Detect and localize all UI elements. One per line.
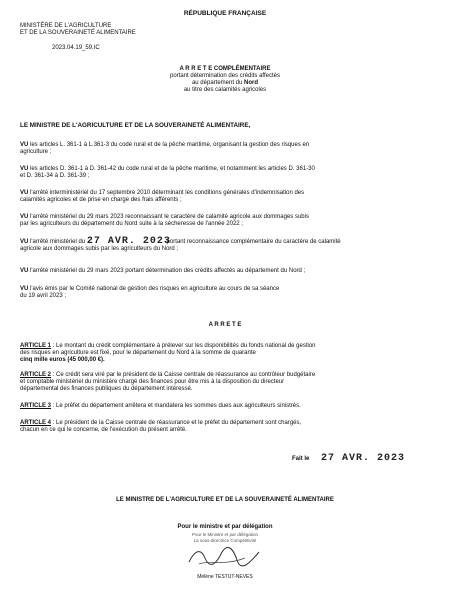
vu-line: agricole aux dommages subis par les agriculteurs du Nord ; [20, 246, 179, 252]
minister-heading: LE MINISTRE DE L'AGRICULTURE ET DE LA SOUVERAINETÉ ALIMENTAIRE, [20, 122, 251, 129]
article-label: ARTICLE 2 [20, 372, 52, 378]
reference-number: 2023.04.19_59.IC [52, 45, 100, 51]
fait-le [292, 455, 405, 463]
vu-label: VU [20, 268, 29, 274]
vu-label: VU [20, 166, 29, 172]
title-line-3-prefix: au département du [191, 80, 245, 86]
title-line-4: au titre des calamités agricoles [183, 87, 267, 93]
article-label: ARTICLE 1 [20, 343, 52, 349]
vu-line: calamités agricoles et de prise en charge des frais afférents ; [20, 197, 182, 203]
vu-line: du 19 avril 2023 ; [20, 293, 67, 299]
vu-label: VU [20, 239, 29, 245]
article-line [20, 343, 316, 350]
date-stamp: 27 AVR. 2023 [86, 236, 171, 247]
vu-label: VU [20, 286, 29, 292]
article-line [20, 372, 315, 379]
vu-text: l'arrêté interministériel du 17 septembre 2010 déterminant les conditions générales d'indemnisation des [30, 190, 305, 196]
vu-line: agriculture ; [20, 149, 52, 155]
vu-text: l'arrêté ministériel du 29 mars 2023 portant détermination des crédits affectés au département du Nord ; [30, 268, 306, 274]
title-department: Nord [244, 80, 259, 86]
vu-line [20, 142, 309, 149]
article-line: cinq mille euros (45 000,00 €). [20, 357, 105, 363]
vu-label: VU [20, 190, 29, 196]
vu-line [20, 166, 315, 173]
vu-clause-6 [20, 268, 305, 275]
vu-line [20, 286, 279, 293]
title-line-3 [125, 80, 325, 87]
ministry-name [20, 23, 136, 37]
article-4 [20, 420, 301, 434]
vu-label: VU [20, 142, 29, 148]
republic-heading: RÉPUBLIQUE FRANÇAISE [183, 10, 267, 17]
vu-line: par les agriculteurs du département du Nord suite à la sécheresse de l'année 2022 ; [20, 221, 243, 227]
ministry-line-1: MINISTÈRE DE L'AGRICULTURE [20, 23, 112, 29]
article-text: : Le président de la Caisse centrale de réassurance et le préfet du département sont chargés, [52, 420, 302, 426]
vu-label: VU [20, 214, 29, 220]
vu-line: et D. 361-34 à D. 361-39 ; [20, 173, 90, 179]
signature-minister: LE MINISTRE DE L'AGRICULTURE ET DE LA SOUVERAINETÉ ALIMENTAIRE [116, 497, 334, 503]
ministry-line-2: ET DE LA SOUVERAINETÉ ALIMENTAIRE [20, 30, 136, 36]
vu-line [20, 268, 305, 275]
vu-clause-2 [20, 166, 315, 180]
vu-text: les articles L. 361-1 à L.361-3 du code rural et de la pêche maritime, organisant la gestion des risques en [30, 142, 310, 148]
stamp-line-2: La sous-directrice Compétitivité [193, 538, 257, 543]
article-label: ARTICLE 3 [20, 403, 52, 409]
handwritten-signature [185, 544, 265, 570]
article-line: départemental des finances publiques du département intéressé. [20, 386, 193, 392]
title-line-1: A R R E T E COMPLÉMENTAIRE [179, 66, 271, 72]
vu-text: portant reconnaissance complémentaire du caractère de calamité [166, 239, 341, 245]
stamp-line-1: Pour le Ministre et par délégation [191, 532, 259, 537]
vu-text: l'arrêté ministériel du 29 mars 2023 reconnaissant le caractère de calamité agricole aux dommages subis [30, 214, 309, 220]
article-text: : Le montant du crédit complémentaire à prélever sur les disponibilités du fonds national de gestion [52, 343, 316, 349]
article-line [20, 420, 301, 427]
article-3 [20, 403, 301, 410]
article-line: des risques en agriculture est fixé, pour le département du Nord à la somme de quarante [20, 350, 256, 356]
vu-line [20, 214, 309, 221]
signatory-name: Mélène TESTUT-NEVES [197, 574, 253, 580]
article-line [20, 403, 301, 410]
article-1 [20, 343, 316, 364]
fait-le-label: Fait le [292, 456, 310, 462]
arrete-heading: A R R E T E [208, 322, 242, 328]
article-2 [20, 372, 315, 393]
article-text: : Le préfet du département arrêtera et mandatera les sommes dues aux agriculteurs sinistrés. [52, 403, 301, 409]
vu-clause-3 [20, 190, 304, 204]
vu-text: les articles D. 361-1 à D. 361-42 du code rural et de la pêche maritime, et notamment les articles D. 361-30 [30, 166, 315, 172]
signature-stamp [150, 532, 300, 544]
vu-line [20, 190, 304, 197]
title-line-2: portant détermination des crédits affectés [170, 73, 280, 79]
vu-line [20, 238, 341, 246]
vu-clause-7 [20, 286, 279, 300]
article-label: ARTICLE 4 [20, 420, 52, 426]
article-line: chacun en ce qui le concerne, de l'exécution du présent arrêté. [20, 427, 187, 433]
signature-delegation: Pour le ministre et par délégation [177, 524, 273, 530]
vu-text: l'avis émis par le Comité national de gestion des risques en agriculture au cours de sa séance [30, 286, 280, 292]
vu-clause-5 [20, 238, 341, 253]
vu-text: l'arrêté ministériel du [30, 239, 86, 245]
vu-clause-4 [20, 214, 309, 228]
article-text: : Ce crédit sera viré par le président de la Caisse centrale de réassurance au contrôleur budgétaire [52, 372, 316, 378]
vu-clause-1 [20, 142, 309, 156]
document-title [125, 66, 325, 94]
signature-date-stamp: 27 AVR. 2023 [321, 453, 406, 464]
article-line: et comptable ministériel du ministère chargé des finances pour être mis à la disposition du directeur [20, 379, 285, 385]
